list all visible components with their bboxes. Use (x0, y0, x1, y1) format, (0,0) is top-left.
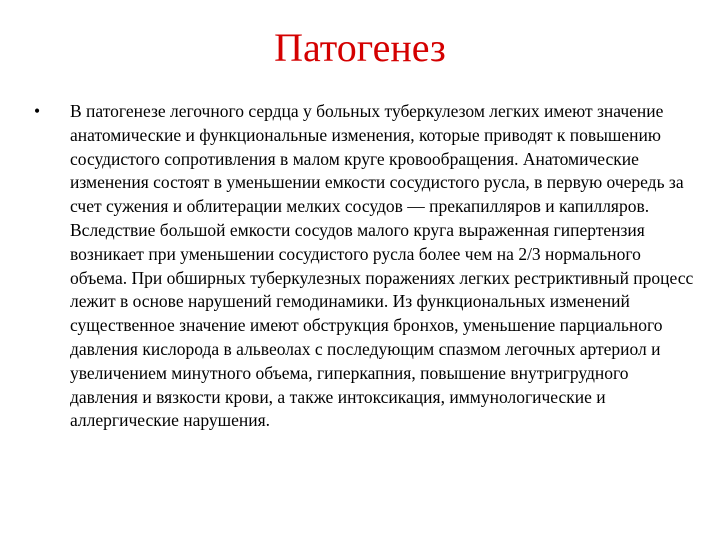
bullet-item (34, 100, 694, 433)
bullet-icon: • (34, 101, 41, 121)
bullet-text: В патогенезе легочного сердца у больных туберкулезом легких имеют значение анатомические и функциональные изменения, которые приводят к повышению сосудистого сопротивления в малом круге кровообращения. Анатомические изменения состоят в уменьшении емкости сосудистого русла, в первую очередь за счет сужения и облитерации мелких сосудов — прекапилляров и капилляров. Вследствие большой емкости сосудов малого круга выраженная гипертензия возникает при уменьшении сосудистого русла более чем на 2/3 нормального объема. При обширных туберкулезных поражениях легких рестриктивный процесс лежит в основе нарушений гемодинамики. Из функциональных изменений существенное значение имеют обструкция бронхов, уменьшение парциального давления кислорода в альвеолах с последующим спазмом легочных артериол и увеличением минутного объема, гиперкапния, повышение внутригрудного давления и вязкости крови, а также интоксикация, иммунологические и аллергические нарушения. (70, 101, 694, 431)
slide-content (34, 100, 694, 433)
slide-title: Патогенез (274, 25, 446, 70)
